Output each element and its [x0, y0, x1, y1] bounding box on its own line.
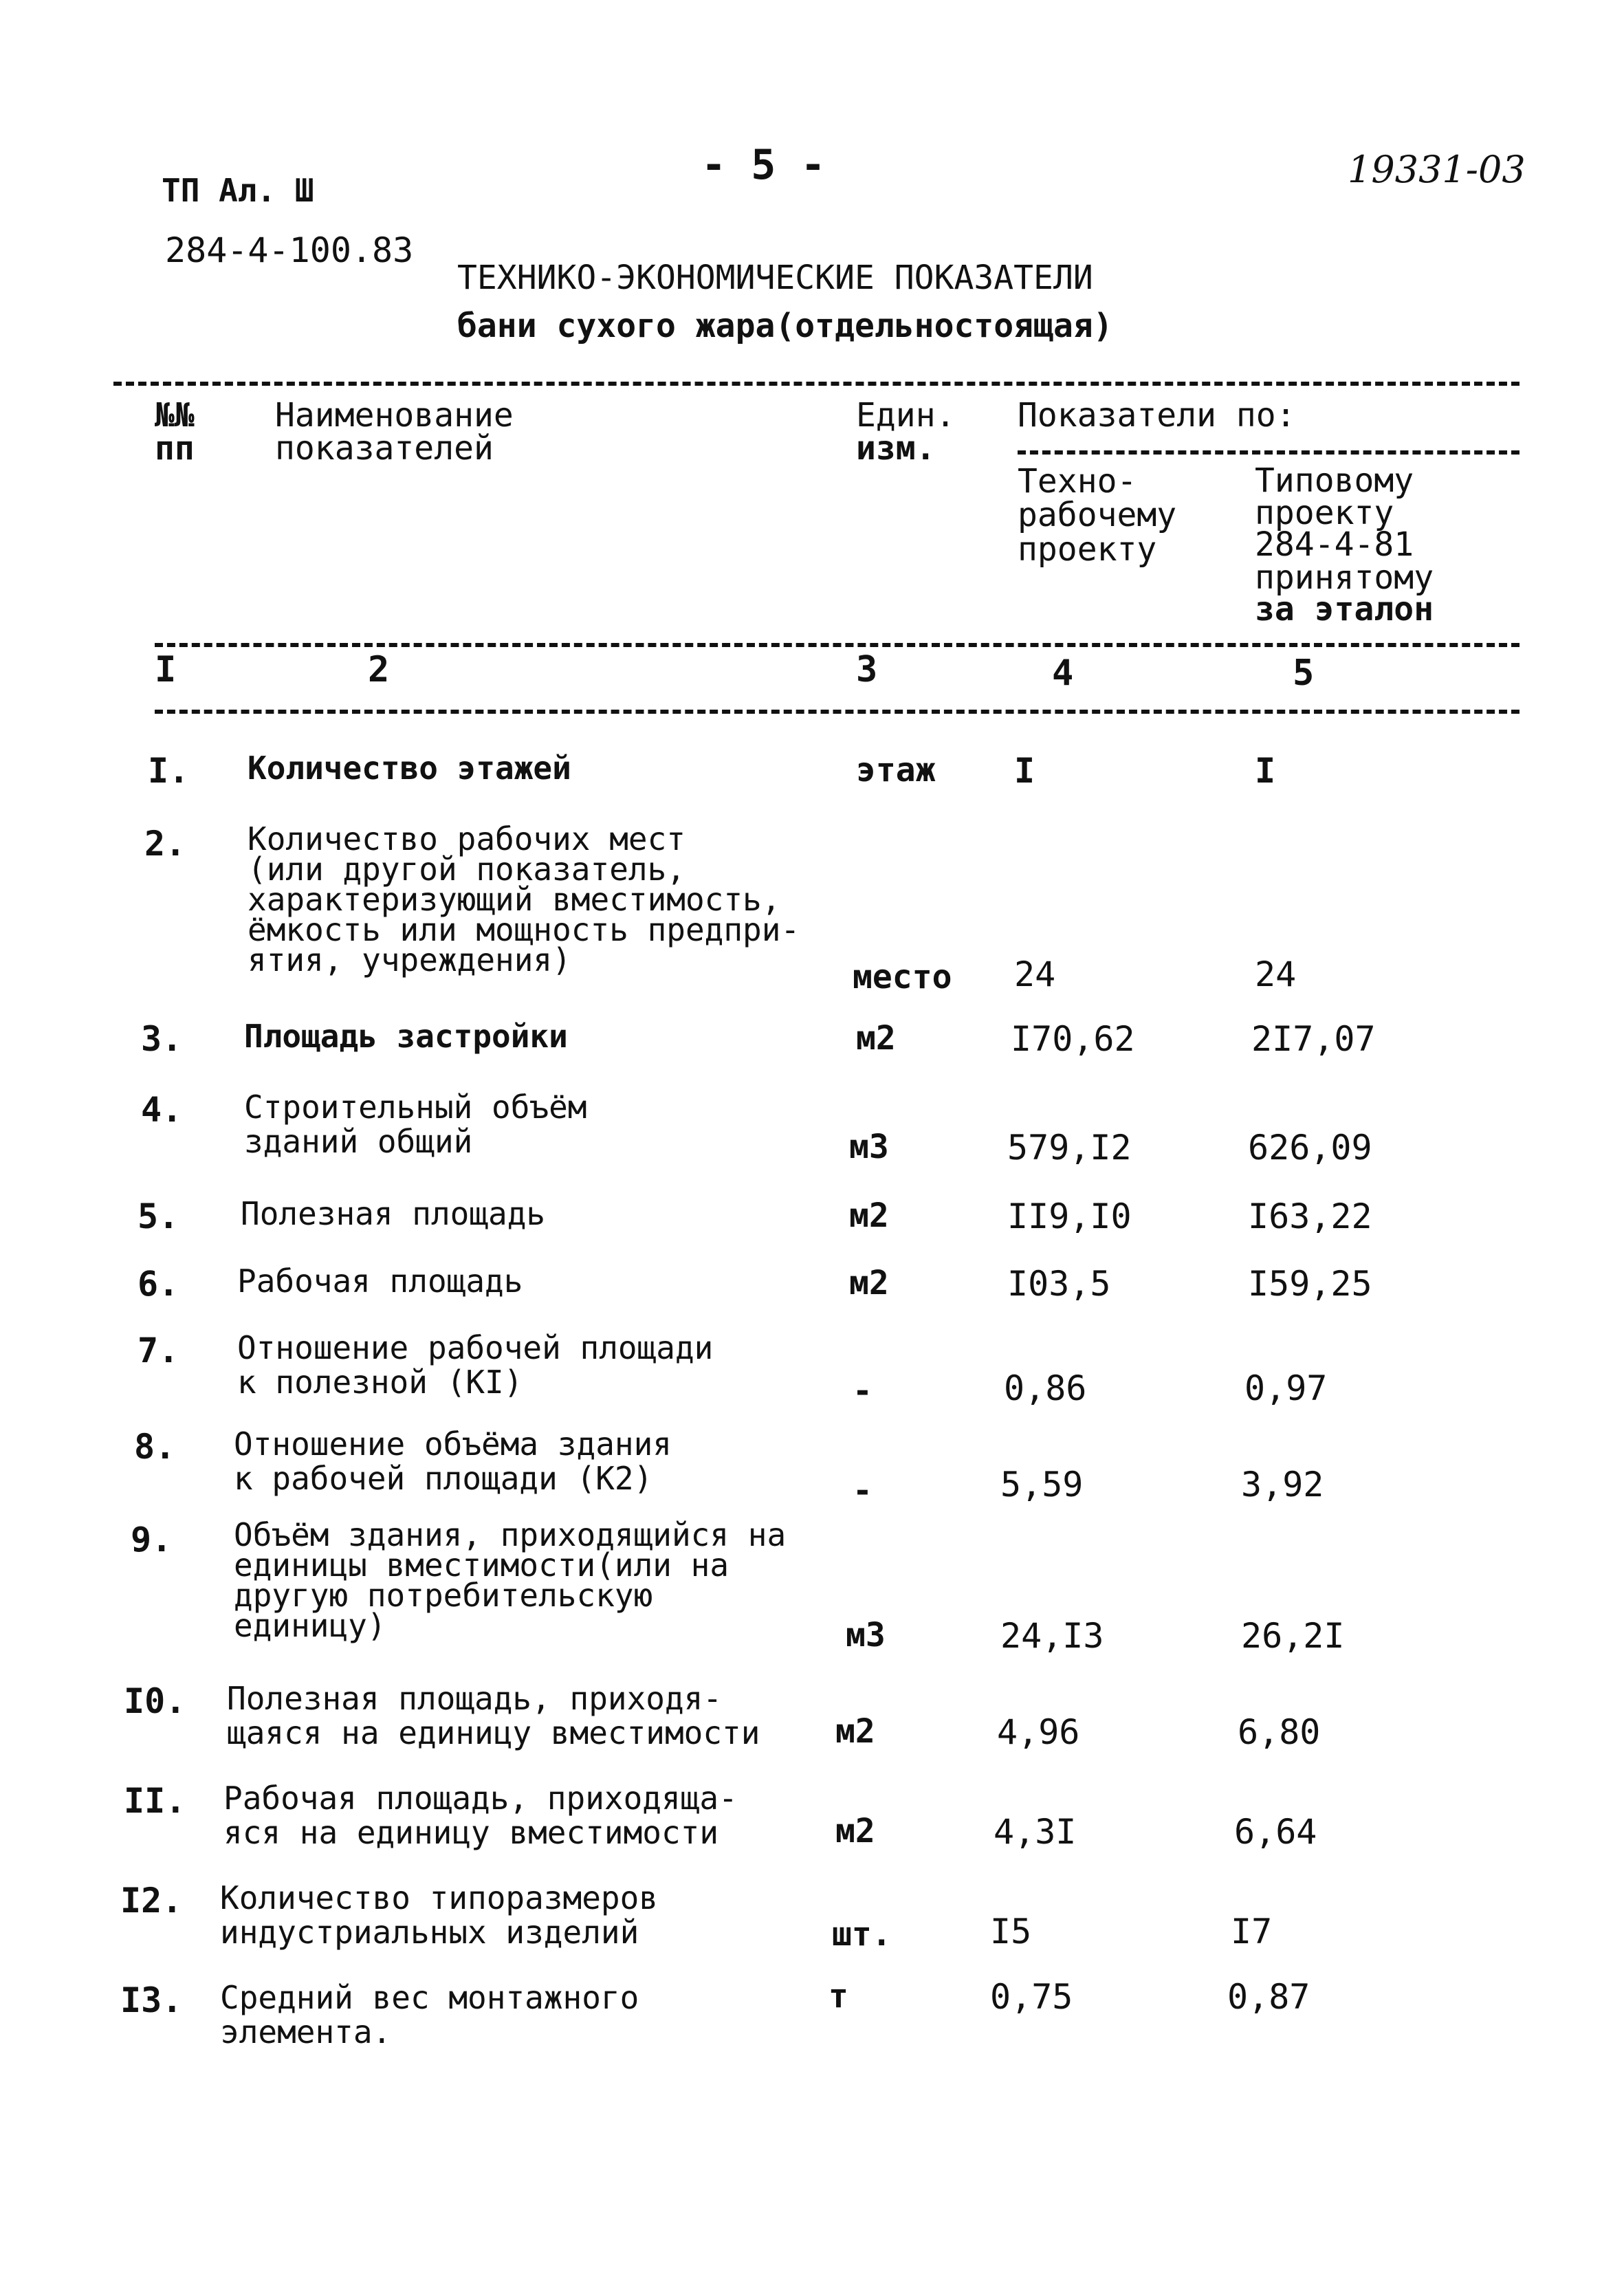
col-number-1: I [155, 649, 177, 690]
row-number: 5. [138, 1196, 179, 1236]
document-subtitle: бани сухого жара(отдельностоящая) [457, 307, 1113, 345]
row-name: Объём здания, приходящийся на единицы вместимости(или на другую потребительскую единицу) [234, 1516, 787, 1644]
row-value-standard: I63,22 [1248, 1196, 1372, 1236]
row-name: Отношение рабочей площади к полезной (КI) [237, 1329, 714, 1401]
row-value-standard: I59,25 [1248, 1264, 1372, 1304]
row-name: Рабочая площадь [237, 1262, 523, 1300]
row-name: Количество рабочих мест (или другой показатель, характеризующий вместимость, ёмкость или мощность предпри- ятия, учреждения) [248, 820, 800, 979]
row-number: I3. [120, 1980, 183, 2020]
row-number: 2. [144, 824, 186, 864]
row-name: Площадь застройки [244, 1018, 568, 1055]
row-value-standard: 3,92 [1241, 1465, 1324, 1505]
row-name: Полезная площадь [241, 1195, 546, 1232]
row-value-project: 579,I2 [1007, 1128, 1132, 1168]
col2-header-line2: показателей [275, 429, 494, 468]
col5-header-line3: 284-4-81 [1255, 525, 1414, 564]
row-number: 9. [131, 1520, 173, 1560]
row-value-project: 4,96 [997, 1712, 1080, 1752]
row-unit: м3 [846, 1616, 886, 1654]
row-number: 6. [138, 1264, 179, 1304]
row-name: Количество типоразмеров индустриальных изделий [220, 1879, 658, 1951]
col4-header-line2: рабочему [1018, 496, 1177, 534]
row-unit: м2 [849, 1196, 889, 1235]
col2-header-line1: Наименование [275, 396, 514, 435]
row-unit: этаж [856, 751, 936, 789]
column-number-rule [155, 710, 1519, 714]
row-unit: - [853, 1372, 873, 1410]
row-unit: м2 [835, 1812, 875, 1850]
row-value-project: 4,3I [994, 1812, 1077, 1852]
row-value-standard: 0,87 [1227, 1977, 1310, 2017]
row-value-project: 24 [1014, 954, 1056, 994]
row-number: II. [124, 1781, 186, 1821]
col-number-2: 2 [368, 649, 390, 690]
row-value-standard: 626,09 [1248, 1128, 1372, 1168]
row-unit: м2 [835, 1712, 875, 1751]
row-name: Рабочая площадь, приходяща- яся на единицу вместимости [223, 1780, 738, 1851]
group-underline [1018, 450, 1519, 455]
row-unit: место [853, 958, 952, 996]
row-value-standard: 26,2I [1241, 1616, 1345, 1656]
row-number: I. [148, 751, 190, 791]
header-rule [155, 643, 1519, 647]
page-number: - 5 - [701, 141, 826, 189]
row-unit: м2 [856, 1019, 896, 1058]
row-unit: шт. [832, 1915, 892, 1954]
col-number-4: 4 [1052, 653, 1074, 694]
document-title: ТЕХНИКО-ЭКОНОМИЧЕСКИЕ ПОКАЗАТЕЛИ [457, 259, 1093, 297]
row-number: 4. [141, 1090, 183, 1130]
col3-header-line2: изм. [856, 429, 936, 468]
col1-header-line2: пп [155, 429, 195, 468]
row-value-standard: I [1255, 751, 1276, 791]
row-value-standard: 24 [1255, 954, 1297, 994]
row-unit: м3 [849, 1128, 889, 1166]
row-value-project: 5,59 [1000, 1465, 1084, 1505]
col5-header-line2: проекту [1255, 494, 1394, 532]
col4-header-line3: проекту [1018, 530, 1157, 569]
indicators-group-header: Показатели по: [1018, 396, 1296, 435]
row-value-project: 0,86 [1004, 1368, 1087, 1408]
col1-header-line1: №№ [155, 396, 195, 435]
row-number: 8. [134, 1427, 176, 1467]
row-unit: м2 [849, 1264, 889, 1302]
row-value-project: 0,75 [990, 1977, 1073, 2017]
col3-header-line1: Един. [856, 396, 956, 435]
handwritten-number: 19331-03 [1348, 148, 1526, 191]
col-number-3: 3 [856, 649, 878, 690]
row-name: Количество этажей [248, 750, 571, 787]
row-number: I0. [124, 1681, 186, 1721]
row-value-standard: 2I7,07 [1251, 1019, 1376, 1059]
row-value-project: 24,I3 [1000, 1616, 1104, 1656]
row-value-project: I5 [990, 1912, 1032, 1952]
row-value-project: I03,5 [1007, 1264, 1111, 1304]
col5-header-line4: принятому [1255, 558, 1434, 597]
row-value-standard: 6,64 [1234, 1812, 1317, 1852]
row-number: 3. [141, 1019, 183, 1059]
row-unit: т [829, 1977, 848, 2015]
row-value-project: I [1014, 751, 1035, 791]
col4-header-line1: Техно- [1018, 462, 1137, 501]
row-name: Средний вес монтажного элемента. [220, 1979, 639, 2051]
col5-header-line1: Типовому [1255, 461, 1414, 500]
row-value-project: II9,I0 [1007, 1196, 1132, 1236]
row-value-standard: 0,97 [1244, 1368, 1328, 1408]
row-name: Строительный объём зданий общий [244, 1089, 587, 1160]
row-value-project: I70,62 [1011, 1019, 1135, 1059]
document-code-line1: ТП Ал. Ш [162, 172, 314, 209]
row-number: I2. [120, 1881, 183, 1921]
row-number: 7. [138, 1331, 179, 1370]
row-value-standard: I7 [1231, 1912, 1273, 1952]
col5-header-line5: за эталон [1255, 590, 1434, 628]
row-value-standard: 6,80 [1238, 1712, 1321, 1752]
row-unit: - [853, 1472, 873, 1510]
col-number-5: 5 [1293, 653, 1315, 694]
table-top-rule [113, 382, 1519, 386]
row-name: Полезная площадь, приходя- щаяся на единицу вместимости [227, 1680, 760, 1751]
row-name: Отношение объёма здания к рабочей площади (К2) [234, 1425, 672, 1497]
document-code-line2: 284-4-100.83 [165, 230, 414, 270]
